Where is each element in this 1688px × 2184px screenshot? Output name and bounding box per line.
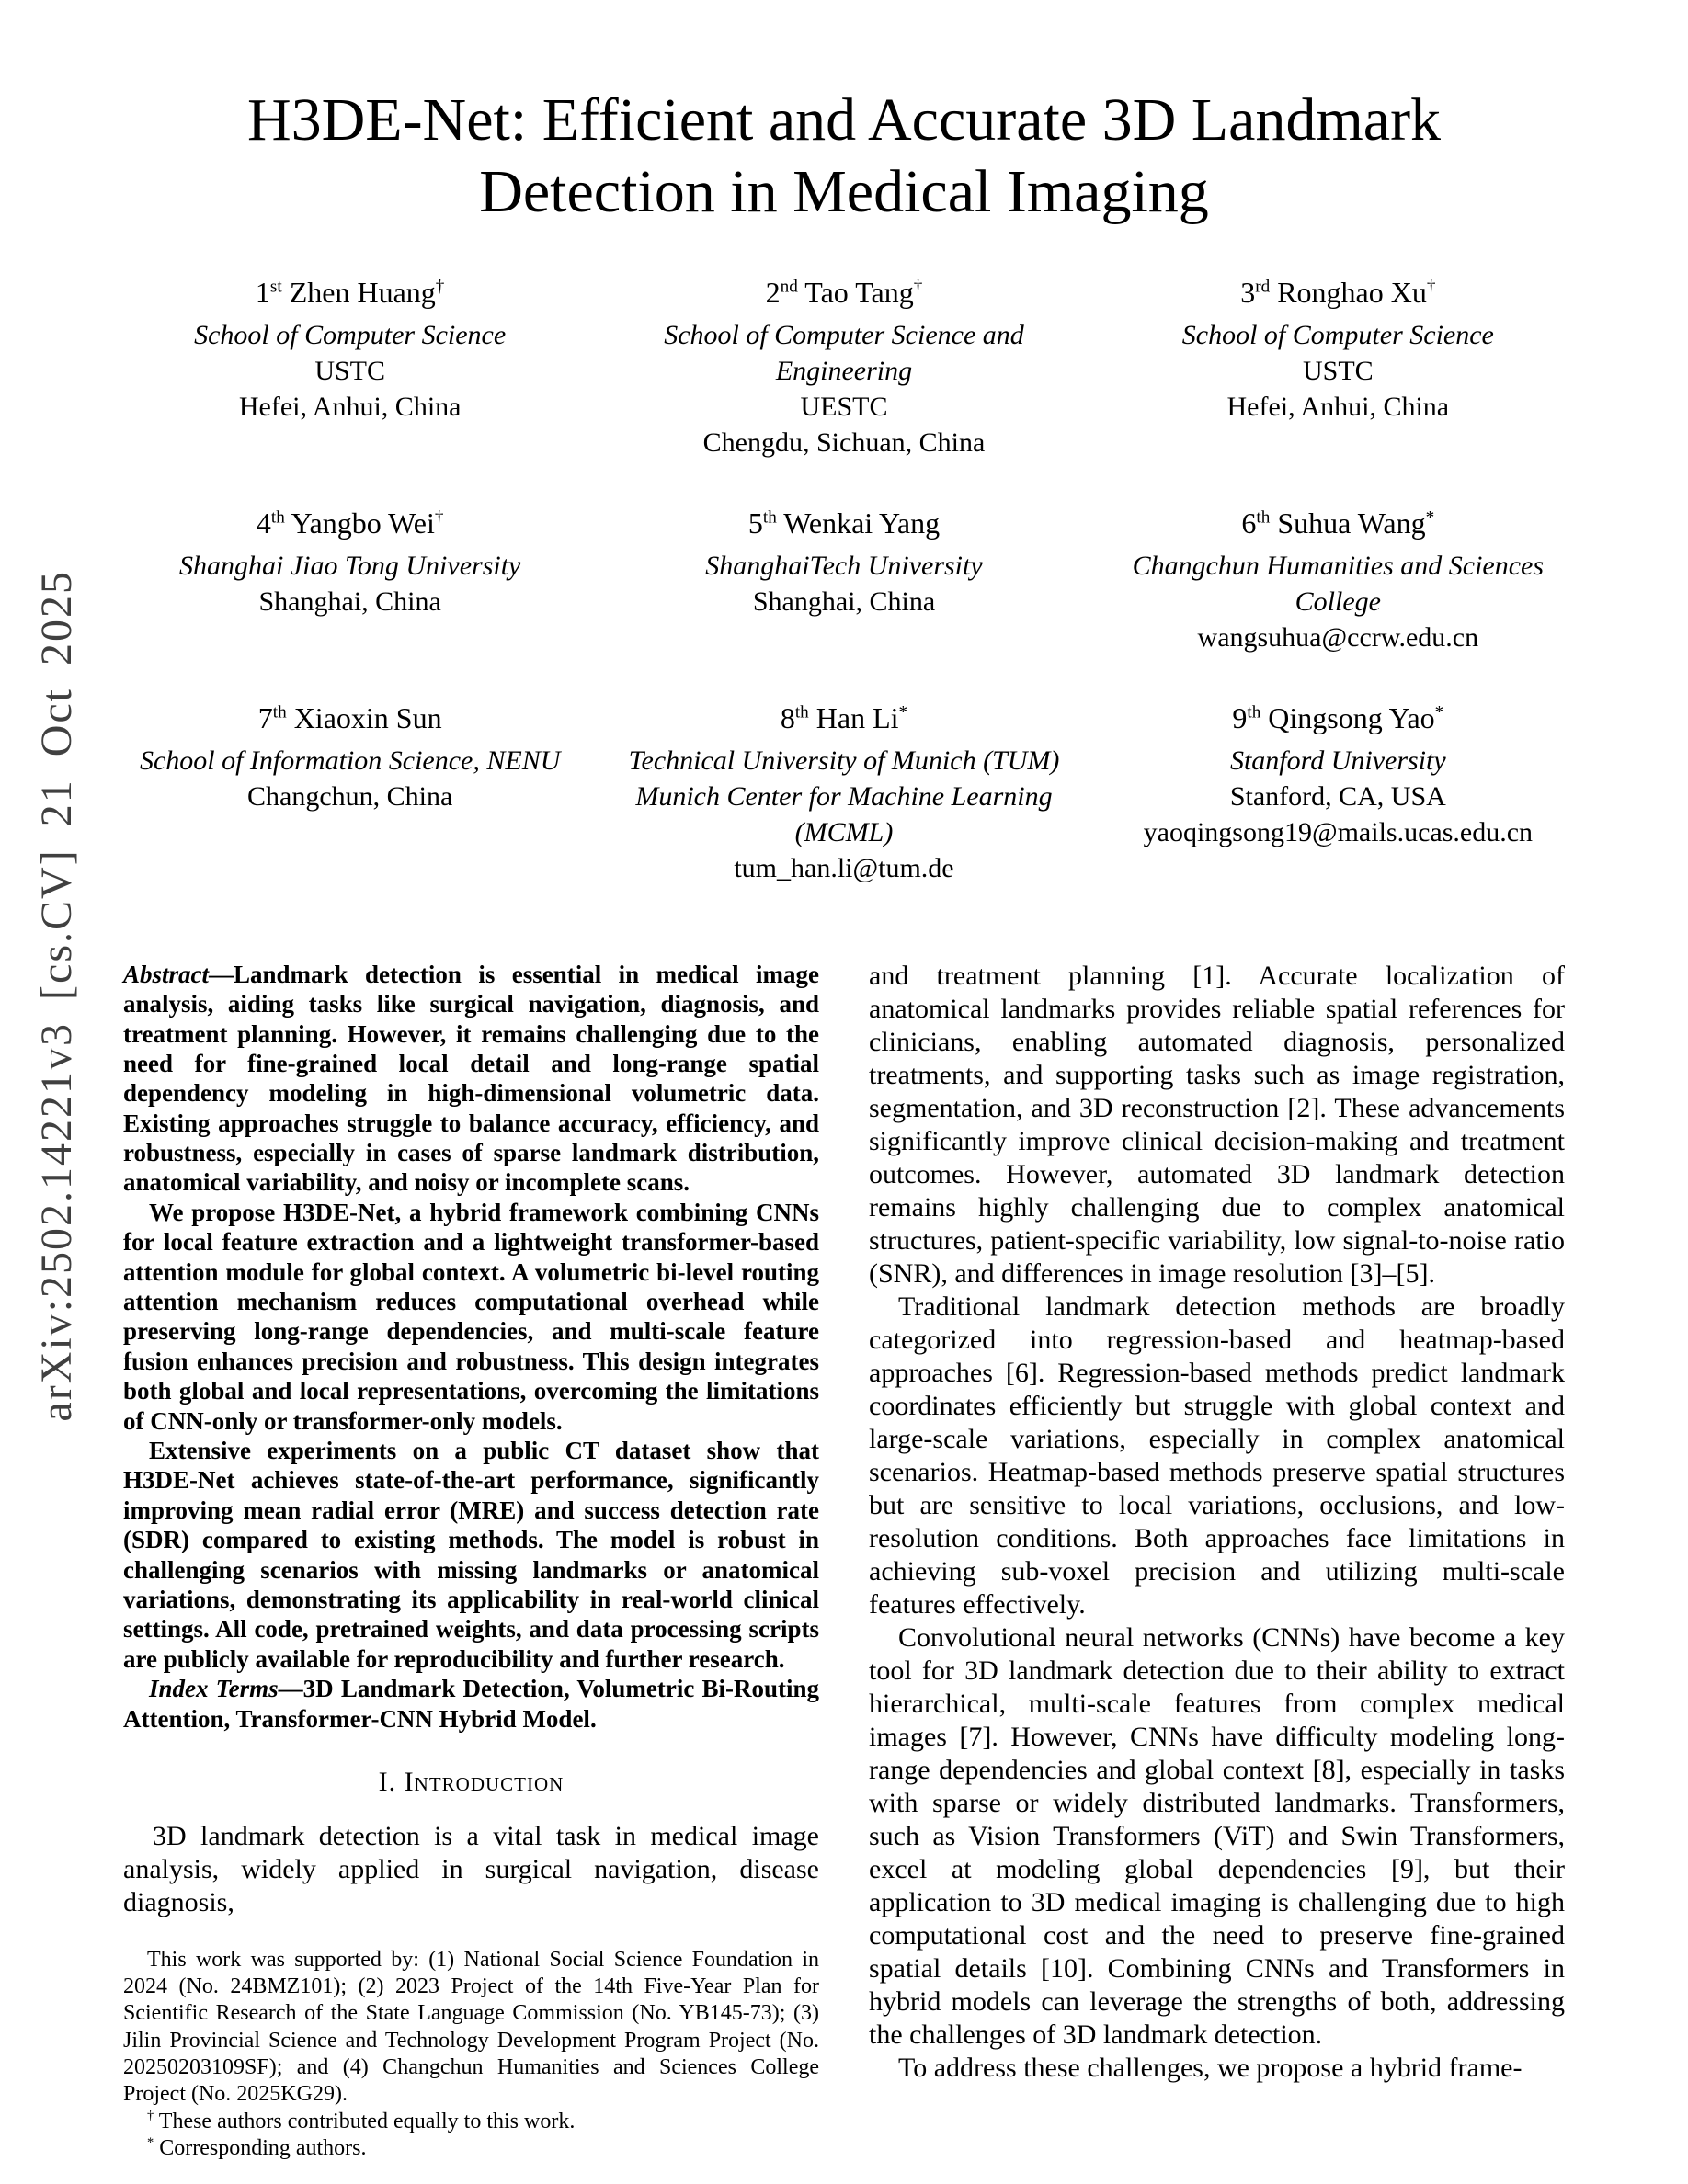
author-block-6 bbox=[1097, 506, 1580, 655]
author-name: 7th Xiaoxin Sun bbox=[257, 700, 442, 734]
footnote-corresponding-text: Corresponding authors. bbox=[159, 2135, 367, 2160]
author-detail: Hefei, Anhui, China bbox=[238, 391, 462, 422]
ordinal-suffix: th bbox=[1247, 702, 1261, 722]
footnote-funding: This work was supported by: (1) National Social Science Foundation in 2024 (No. 24BMZ101); (2) 2023 Project of the 14th Five-Year Plan for Scientific Research of the State Language Commission (No. YB145-73); (3) Jilin Provincial Science and Technology Development Program Project (No. 20250203109SF); and (4) Changchun Humanities and Sciences College Project (No. 2025KG29). bbox=[123, 1947, 819, 2107]
author-name: 3rd Ronghao Xu† bbox=[1240, 275, 1436, 309]
author-block-5 bbox=[602, 506, 1085, 620]
author-affiliation: School of Computer Science bbox=[1181, 319, 1494, 350]
abstract-paragraph-2: We propose H3DE-Net, a hybrid framework combining CNNs for local feature extraction and a lightweight transformer-based attention module for global context. A volumetric bi-level routing attention mechanism reduces computational overhead while preserving long-range dependencies, and multi-scale feature fusion enhances precision and robustness. This design integrates both global and local representations, overcoming the limitations of CNN-only or transformer-only models. bbox=[123, 1198, 819, 1435]
ordinal-suffix: th bbox=[272, 702, 287, 722]
arxiv-label: arXiv:2502.14221v3 [cs.CV] 21 Oct 2025 bbox=[32, 570, 81, 1422]
footnote-equal-contribution bbox=[123, 2109, 819, 2135]
footnote-equal-text: These authors contributed equally to this work. bbox=[158, 2109, 576, 2133]
author-detail: Shanghai, China bbox=[752, 586, 936, 617]
ordinal-suffix: st bbox=[269, 277, 282, 297]
ordinal-suffix: nd bbox=[780, 277, 798, 297]
author-affiliation: Changchun Humanities and Sciences College bbox=[1132, 550, 1545, 617]
index-terms-text: —3D Landmark Detection, Volumetric Bi-Routing Attention, Transformer-CNN Hybrid Model. bbox=[123, 1675, 819, 1733]
dagger-marker: † bbox=[147, 2108, 154, 2123]
author-name: 4th Yangbo Wei† bbox=[256, 506, 444, 540]
author-detail: Chengdu, Sichuan, China bbox=[702, 427, 986, 458]
author-name: 8th Han Li* bbox=[780, 700, 908, 734]
author-detail: USTC bbox=[314, 355, 385, 386]
author-detail: USTC bbox=[1302, 355, 1374, 386]
author-affiliation: School of Information Science, NENU bbox=[139, 745, 561, 776]
intro-paragraph-2: Traditional landmark detection methods are broadly categorized into regression-based and heatmap-based approaches [6]. Regression-based methods predict landmark coordinates efficiently but struggle with global context and large-scale variations, especially in complex anatomical scenarios. Heatmap-based methods preserve spatial structures but are sensitive to local variations, occlusions, and low-resolution conditions. Both approaches face limitations in achieving sub-voxel precision and utilizing multi-scale features effectively. bbox=[869, 1291, 1565, 1620]
author-detail: yaoqingsong19@mails.ucas.edu.cn bbox=[1143, 816, 1534, 847]
author-block-1 bbox=[108, 276, 591, 425]
ordinal-suffix: th bbox=[762, 507, 777, 528]
abstract-label: Abstract bbox=[123, 960, 210, 988]
abstract-paragraph-1 bbox=[123, 960, 819, 1198]
intro-paragraph-3: Convolutional neural networks (CNNs) have become a key tool for 3D landmark detection due to their ability to extract hierarchical, multi-scale features from complex medical images [7]. However, CNNs have difficulty modeling long-range dependencies and global context [8], especially in tasks with sparse or widely distributed landmarks. Transformers, such as Vision Transformers (ViT) and Swin Transformers, excel at modeling global dependencies [9], but their application to 3D medical imaging is challenging due to high computational cost and the need to preserve fine-grained spatial details [10]. Combining CNNs and Transformers in hybrid models can leverage the strengths of both, addressing the challenges of 3D landmark detection. bbox=[869, 1621, 1565, 2050]
author-name: 9th Qingsong Yao* bbox=[1232, 700, 1444, 734]
footnotes bbox=[123, 1947, 819, 2162]
author-name: 2nd Tao Tang† bbox=[765, 275, 923, 309]
author-block-4 bbox=[108, 506, 591, 620]
author-marker: † bbox=[913, 277, 923, 297]
author-detail: Changchun, China bbox=[247, 780, 453, 812]
paper-title-line-2: Detection in Medical Imaging bbox=[479, 157, 1209, 225]
author-name: 6th Suhua Wang* bbox=[1241, 506, 1435, 540]
author-block-2 bbox=[602, 276, 1085, 461]
author-marker: † bbox=[435, 277, 445, 297]
author-block-7 bbox=[108, 701, 591, 814]
right-column bbox=[869, 960, 1565, 2162]
ordinal-suffix: th bbox=[270, 507, 285, 528]
author-affiliation: Shanghai Jiao Tong University bbox=[178, 550, 521, 581]
author-affiliation: School of Computer Science bbox=[194, 319, 507, 350]
ordinal-suffix: th bbox=[794, 702, 809, 722]
author-marker: † bbox=[434, 507, 444, 528]
author-affiliation: School of Computer Science and Engineering bbox=[664, 319, 1024, 386]
intro-paragraph-4: To address these challenges, we propose a hybrid frame- bbox=[898, 2052, 1523, 2083]
footnote-corresponding bbox=[123, 2135, 819, 2162]
author-detail: UESTC bbox=[800, 391, 888, 422]
author-marker: * bbox=[1434, 702, 1444, 722]
authors-grid bbox=[108, 276, 1580, 886]
paper-title-line-1: H3DE-Net: Efficient and Accurate 3D Landmark bbox=[246, 86, 1442, 154]
paper-body bbox=[123, 960, 1565, 2162]
author-detail: wangsuhua@ccrw.edu.cn bbox=[1197, 621, 1479, 653]
author-affiliation: Stanford University bbox=[1229, 745, 1446, 776]
index-terms bbox=[123, 1674, 819, 1734]
ordinal-suffix: th bbox=[1256, 507, 1271, 528]
left-column bbox=[123, 960, 819, 2162]
author-name: 1st Zhen Huang† bbox=[255, 275, 445, 309]
asterisk-marker: * bbox=[147, 2134, 154, 2150]
intro-paragraph-1-continued: and treatment planning [1]. Accurate localization of anatomical landmarks provides reliable spatial references for clinicians, enabling automated diagnosis, personalized treatments, and supporting tasks such as image registration, segmentation, and 3D reconstruction [2]. These advancements significantly improve clinical decision-making and treatment outcomes. However, automated 3D landmark detection remains highly challenging due to complex anatomical structures, patient-specific variability, low signal-to-noise ratio (SNR), and differences in image resolution [3]–[5]. bbox=[869, 960, 1565, 1289]
paper-title bbox=[0, 85, 1688, 228]
abstract-text-1: —Landmark detection is essential in medical image analysis, aiding tasks like surgical navigation, diagnosis, and treatment planning. However, it remains challenging due to the need for fine-grained local detail and long-range spatial dependency modeling in high-dimensional volumetric data. Existing approaches struggle to balance accuracy, efficiency, and robustness, especially in cases of sparse landmark distribution, anatomical variability, and noisy or incomplete scans. bbox=[123, 960, 819, 1197]
author-marker: * bbox=[1425, 507, 1435, 528]
author-affiliation: ShanghaiTech University bbox=[705, 550, 983, 581]
index-terms-label: Index Terms bbox=[149, 1675, 279, 1703]
author-detail: Shanghai, China bbox=[258, 586, 441, 617]
author-detail: Hefei, Anhui, China bbox=[1226, 391, 1450, 422]
author-name: 5th Wenkai Yang bbox=[747, 506, 941, 540]
arxiv-watermark bbox=[31, 570, 82, 1422]
author-detail: Stanford, CA, USA bbox=[1229, 780, 1446, 812]
author-marker: † bbox=[1426, 277, 1436, 297]
intro-paragraph-1: 3D landmark detection is a vital task in medical image analysis, widely applied in surgical navigation, disease diagnosis, bbox=[123, 1820, 819, 1917]
section-heading-introduction: I. Introduction bbox=[378, 1766, 565, 1797]
author-affiliation: Munich Center for Machine Learning (MCML) bbox=[635, 780, 1053, 847]
abstract-paragraph-3: Extensive experiments on a public CT dataset show that H3DE-Net achieves state-of-the-art performance, significantly improving mean radial error (MRE) and success detection rate (SDR) compared to existing methods. The model is robust in challenging scenarios with missing landmarks or anatomical variations, demonstrating its applicability in real-world clinical settings. All code, pretrained weights, and data processing scripts are publicly available for reproducibility and further research. bbox=[123, 1437, 819, 1673]
ordinal-suffix: rd bbox=[1255, 277, 1271, 297]
author-marker: * bbox=[898, 702, 908, 722]
author-block-9 bbox=[1097, 701, 1580, 850]
author-block-3 bbox=[1097, 276, 1580, 425]
author-block-8 bbox=[602, 701, 1085, 886]
author-affiliation: Technical University of Munich (TUM) bbox=[628, 745, 1060, 776]
author-detail: tum_han.li@tum.de bbox=[734, 852, 954, 883]
